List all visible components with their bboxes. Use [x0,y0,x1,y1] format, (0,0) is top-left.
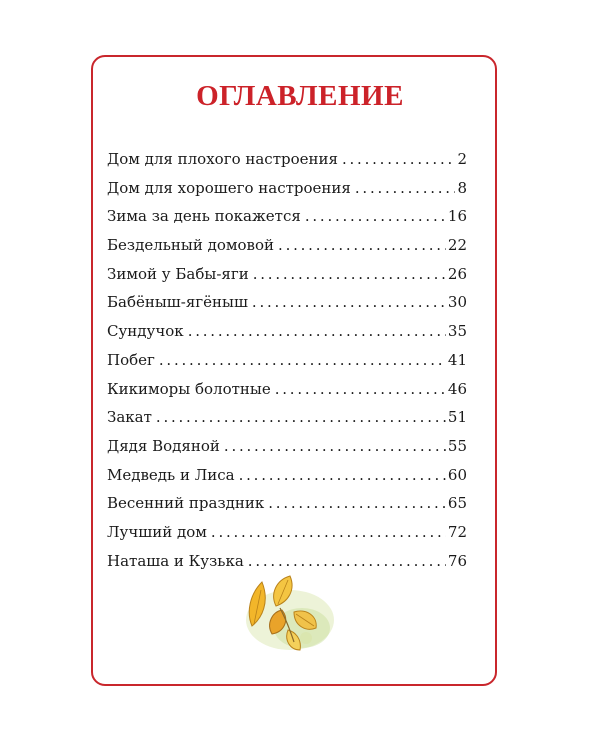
toc-leader-dots [252,293,446,311]
toc-item[interactable] [107,523,467,552]
toc-leader-dots [159,351,446,369]
toc-item-page: 55 [447,436,467,455]
toc-item-page: 2 [457,150,467,168]
toc-item[interactable] [107,408,467,437]
toc-leader-dots [188,322,446,340]
autumn-leaves-illustration [232,568,342,658]
toc-leader-dots [239,466,446,484]
toc-item[interactable] [107,466,467,495]
toc-item-page: 72 [447,522,467,541]
toc-item-page: 76 [447,551,467,570]
toc-item-page: 65 [447,494,467,513]
toc-item-page: 26 [447,264,467,283]
toc-item[interactable] [107,207,467,236]
toc-leader-dots [355,179,456,197]
toc-item-title: Бабёныш-ягёныш [107,293,248,312]
toc-leader-dots [342,150,455,168]
toc-item-title: Побег [107,350,155,369]
toc-item[interactable] [107,236,467,265]
toc-item[interactable] [107,150,467,179]
toc-item-page: 41 [447,350,467,369]
toc-leader-dots [156,408,446,426]
toc-item-title: Сундучок [107,322,184,341]
toc-item-page: 51 [447,408,467,427]
toc-item[interactable] [107,494,467,523]
toc-item-page: 60 [447,465,467,484]
toc-item-page: 16 [447,207,467,226]
toc-item[interactable] [107,265,467,294]
toc-item-title: Дом для плохого настроения [107,150,338,168]
toc-item-title: Кикиморы болотные [107,379,271,398]
toc-item-page: 35 [447,322,467,341]
toc-leader-dots [305,207,446,225]
toc-leader-dots [211,523,446,541]
toc-item[interactable] [107,179,467,208]
toc-item-title: Дом для хорошего настроения [107,178,351,197]
toc-item-page: 22 [447,236,467,255]
toc-item-title: Наташа и Кузька [107,551,244,570]
toc-item-page: 46 [447,379,467,398]
toc-leader-dots [278,236,446,254]
page-title: ОГЛАВЛЕНИЕ [196,80,404,112]
toc-item[interactable] [107,293,467,322]
toc-leader-dots [275,380,446,398]
toc-leader-dots [224,437,446,455]
toc-item-title: Зимой у Бабы-яги [107,264,249,283]
toc-item[interactable] [107,351,467,380]
toc-item-page: 8 [457,178,467,197]
toc-item[interactable] [107,437,467,466]
toc-item-title: Закат [107,408,152,427]
toc-item-title: Зима за день покажется [107,207,301,226]
toc-item[interactable] [107,322,467,351]
toc-item-title: Медведь и Лиса [107,465,235,484]
table-of-contents [107,150,467,580]
toc-leader-dots [248,552,446,570]
toc-item[interactable] [107,380,467,409]
toc-item-title: Лучший дом [107,522,207,541]
toc-item-title: Весенний праздник [107,494,265,513]
toc-leader-dots [253,265,446,283]
toc-leader-dots [268,494,446,512]
toc-item-title: Бездельный домовой [107,236,275,255]
toc-item-page: 30 [447,293,467,312]
toc-item-title: Дядя Водяной [107,436,220,455]
